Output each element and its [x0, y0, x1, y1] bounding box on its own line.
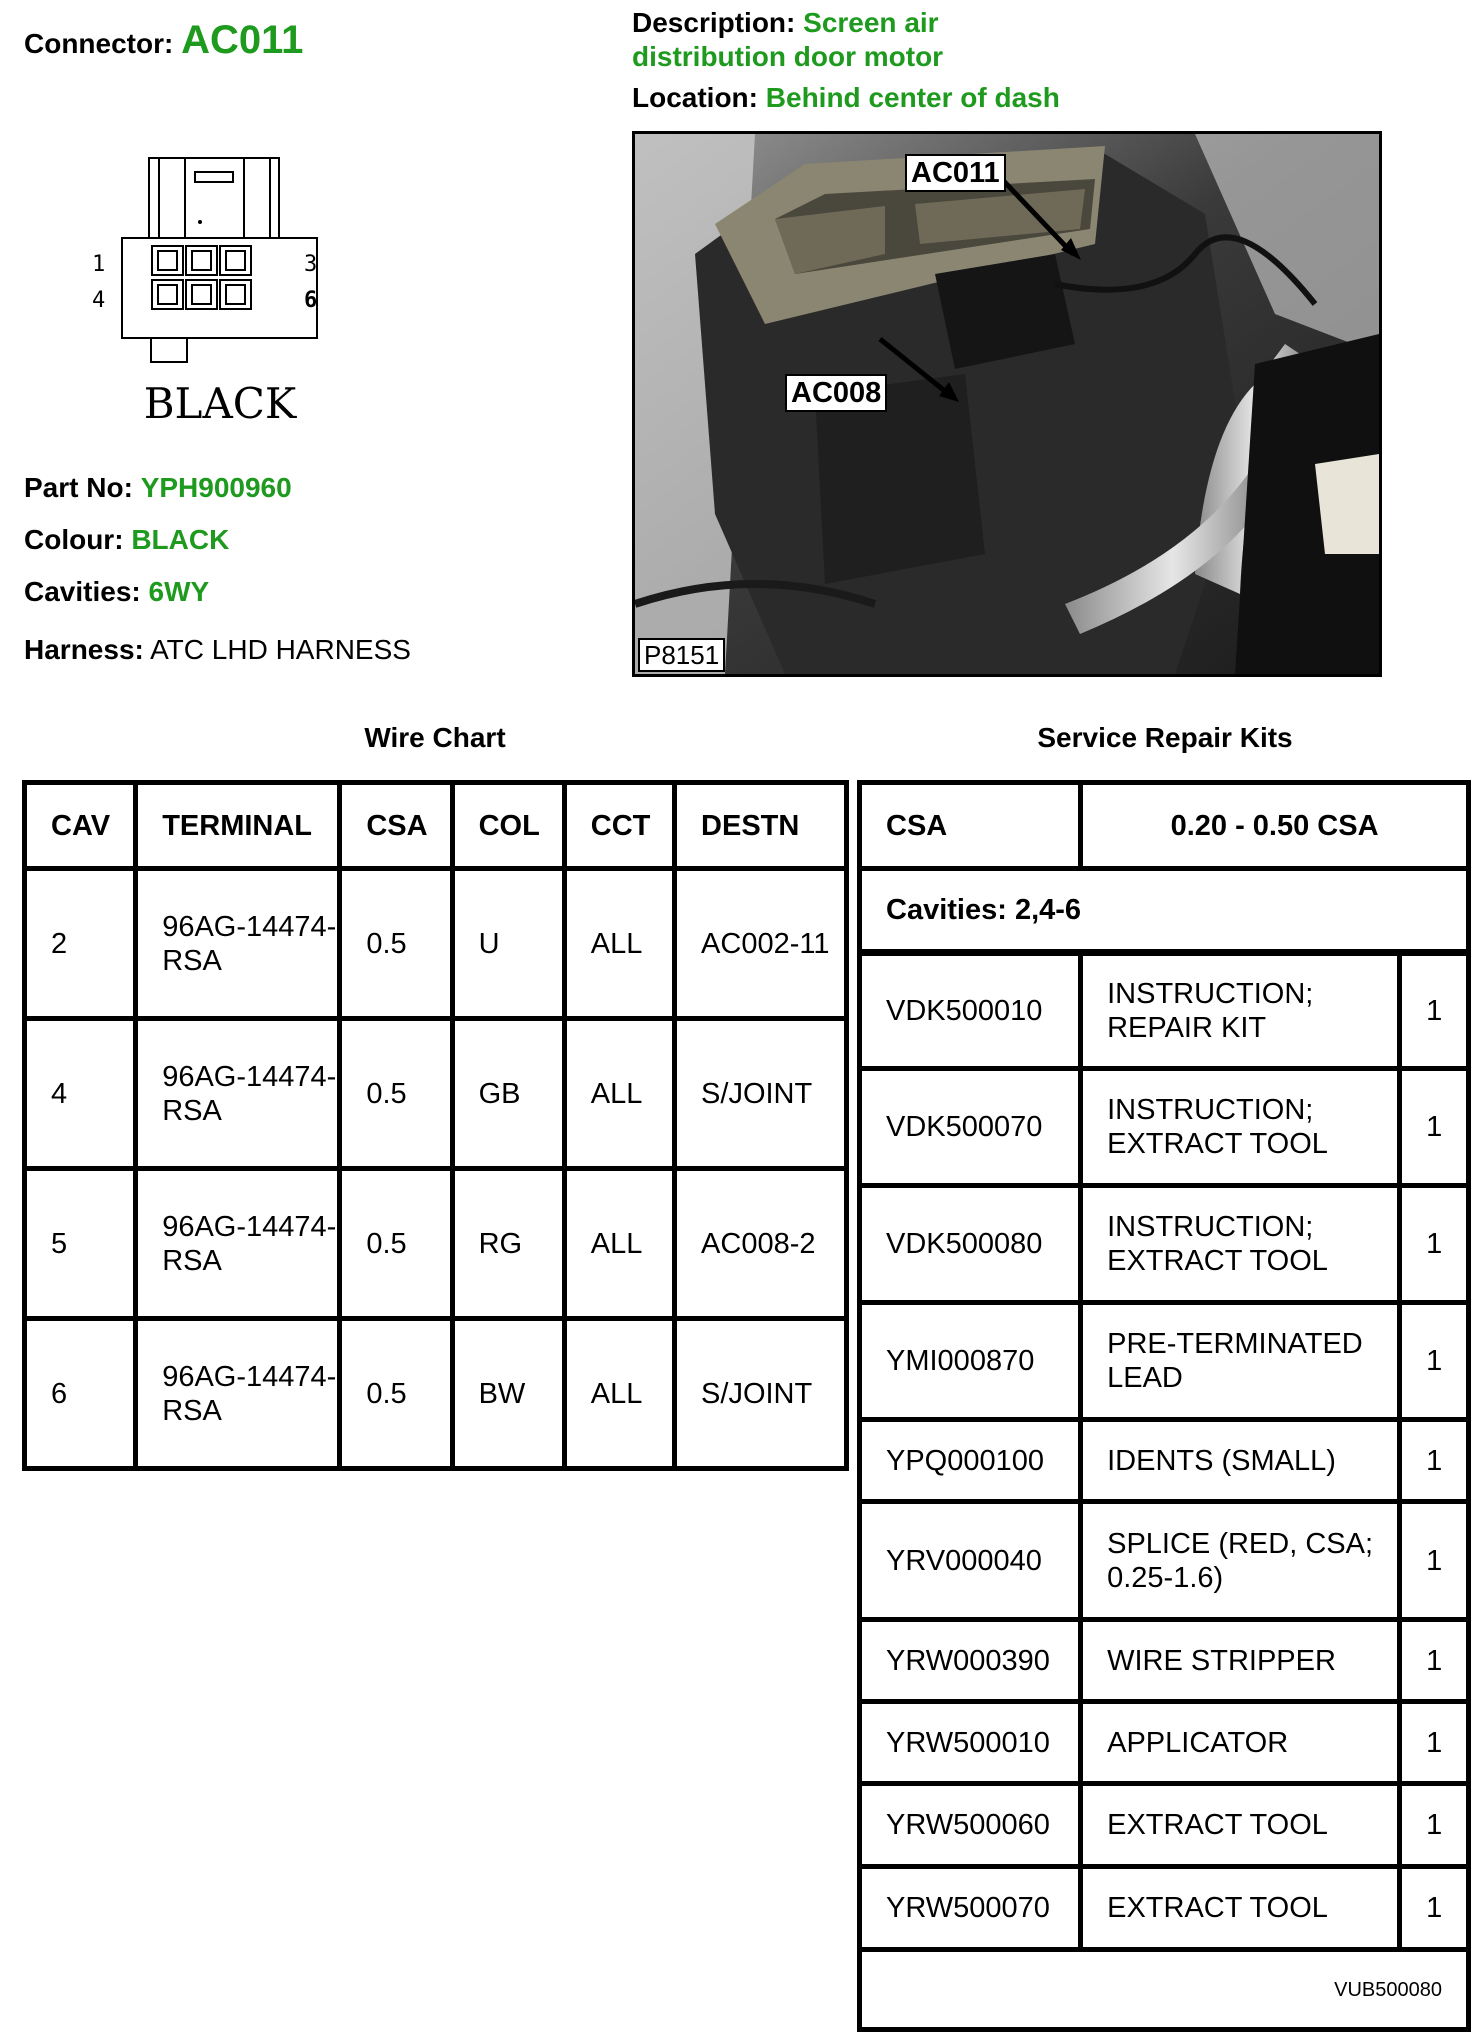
- photo-reference-id: P8151: [638, 638, 725, 672]
- kit-quantity: 1: [1400, 1069, 1469, 1186]
- cell-cct: ALL: [564, 869, 674, 1019]
- kit-description: INSTRUCTION; EXTRACT TOOL: [1081, 1069, 1400, 1186]
- kit-part-number: YRW500070: [860, 1867, 1081, 1950]
- cell-destn: S/JOINT: [675, 1019, 847, 1169]
- kit-description: WIRE STRIPPER: [1081, 1620, 1400, 1702]
- wire-chart-header-row: [25, 783, 847, 869]
- cell-destn: S/JOINT: [675, 1319, 847, 1469]
- kits-footer-code: VUB500080: [860, 1950, 1469, 2030]
- cell-destn: AC002-11: [675, 869, 847, 1019]
- kit-description: EXTRACT TOOL: [1081, 1784, 1400, 1867]
- cell-csa: 0.5: [340, 1019, 452, 1169]
- table-row: [860, 1502, 1469, 1620]
- kit-description: INSTRUCTION; REPAIR KIT: [1081, 953, 1400, 1069]
- table-row: [860, 1186, 1469, 1303]
- kit-description: APPLICATOR: [1081, 1702, 1400, 1784]
- repair-kits-table: [857, 780, 1471, 2032]
- connector-pinout-diagram: [80, 150, 360, 440]
- kits-footer-row: [860, 1950, 1469, 2030]
- kit-quantity: 1: [1400, 1784, 1469, 1867]
- cell-col: RG: [452, 1169, 564, 1319]
- cell-cav: 5: [25, 1169, 136, 1319]
- kits-cavities-row: [860, 869, 1469, 953]
- connector-meta: [24, 470, 411, 684]
- cell-cct: ALL: [564, 1019, 674, 1169]
- kit-description: INSTRUCTION; EXTRACT TOOL: [1081, 1186, 1400, 1303]
- kit-description: PRE-TERMINATED LEAD: [1081, 1303, 1400, 1420]
- colour-value: BLACK: [131, 524, 230, 555]
- harness-value: ATC LHD HARNESS: [150, 634, 411, 665]
- table-row: [25, 869, 847, 1019]
- kit-quantity: 1: [1400, 1502, 1469, 1620]
- kit-description: SPLICE (RED, CSA; 0.25-1.6): [1081, 1502, 1400, 1620]
- kit-quantity: 1: [1400, 1702, 1469, 1784]
- kit-quantity: 1: [1400, 1420, 1469, 1502]
- kit-part-number: YPQ000100: [860, 1420, 1081, 1502]
- cell-cav: 6: [25, 1319, 136, 1469]
- table-row: [860, 1620, 1469, 1702]
- pin-label-1: 1: [92, 252, 106, 277]
- table-row: [860, 1702, 1469, 1784]
- kit-quantity: 1: [1400, 1620, 1469, 1702]
- repair-kits-title: Service Repair Kits: [1037, 722, 1293, 753]
- part-no-label: Part No:: [24, 472, 133, 503]
- cavities-value: 6WY: [148, 576, 210, 607]
- kit-part-number: VDK500010: [860, 953, 1081, 1069]
- kit-part-number: YRV000040: [860, 1502, 1081, 1620]
- cavities-label: Cavities:: [24, 576, 141, 607]
- kit-part-number: YRW500010: [860, 1702, 1081, 1784]
- part-no-value: YPH900960: [140, 472, 292, 503]
- photo-callout-ac008: AC008: [785, 374, 887, 412]
- kit-part-number: VDK500080: [860, 1186, 1081, 1303]
- description-block: [632, 6, 1452, 115]
- cell-destn: AC008-2: [675, 1169, 847, 1319]
- table-row: [860, 1069, 1469, 1186]
- table-row: [860, 1303, 1469, 1420]
- table-row: [25, 1019, 847, 1169]
- kit-quantity: 1: [1400, 1303, 1469, 1420]
- cell-terminal: 96AG-14474-RSA: [136, 1319, 340, 1469]
- kit-description: EXTRACT TOOL: [1081, 1867, 1400, 1950]
- table-row: [860, 1420, 1469, 1502]
- column-header-col: COL: [452, 783, 564, 869]
- table-row: [860, 1784, 1469, 1867]
- kits-csa-label: CSA: [860, 783, 1081, 869]
- kit-quantity: 1: [1400, 1186, 1469, 1303]
- colour-label: Colour:: [24, 524, 124, 555]
- cell-terminal: 96AG-14474-RSA: [136, 1169, 340, 1319]
- cell-csa: 0.5: [340, 1319, 452, 1469]
- kit-quantity: 1: [1400, 953, 1469, 1069]
- table-row: [860, 953, 1469, 1069]
- pin-label-3: 3: [304, 252, 318, 277]
- location-photo: [632, 131, 1382, 677]
- pin-label-4: 4: [92, 288, 106, 313]
- photo-callout-ac011: AC011: [905, 154, 1006, 192]
- wire-chart-table: [22, 780, 849, 1471]
- column-header-terminal: TERMINAL: [136, 783, 340, 869]
- cell-col: BW: [452, 1319, 564, 1469]
- cell-cav: 2: [25, 869, 136, 1019]
- table-row: [25, 1169, 847, 1319]
- cell-terminal: 96AG-14474-RSA: [136, 869, 340, 1019]
- description-label: Description:: [632, 7, 796, 38]
- kits-csa-range: 0.20 - 0.50 CSA: [1081, 783, 1469, 869]
- column-header-csa: CSA: [340, 783, 452, 869]
- cell-cct: ALL: [564, 1169, 674, 1319]
- description-line-1: Screen air: [803, 7, 939, 38]
- wire-chart-title: Wire Chart: [364, 722, 506, 753]
- hvac-unit-photo: [635, 134, 1379, 674]
- connector-colour-text: BLACK: [143, 379, 297, 428]
- kit-description: IDENTS (SMALL): [1081, 1420, 1400, 1502]
- cell-csa: 0.5: [340, 1169, 452, 1319]
- connector-heading: [24, 18, 303, 63]
- cell-csa: 0.5: [340, 869, 452, 1019]
- kits-header-row: [860, 783, 1469, 869]
- column-header-destn: DESTN: [675, 783, 847, 869]
- kit-part-number: VDK500070: [860, 1069, 1081, 1186]
- pin-label-6: 6: [304, 288, 318, 313]
- connector-value: AC011: [181, 18, 304, 62]
- cell-col: GB: [452, 1019, 564, 1169]
- column-header-cav: CAV: [25, 783, 136, 869]
- location-value: Behind center of dash: [765, 82, 1060, 113]
- harness-label: Harness:: [24, 634, 144, 665]
- table-row: [25, 1319, 847, 1469]
- table-row: [860, 1867, 1469, 1950]
- kit-part-number: YRW500060: [860, 1784, 1081, 1867]
- cell-col: U: [452, 869, 564, 1019]
- location-label: Location:: [632, 82, 758, 113]
- kit-part-number: YRW000390: [860, 1620, 1081, 1702]
- column-header-cct: CCT: [564, 783, 674, 869]
- cell-terminal: 96AG-14474-RSA: [136, 1019, 340, 1169]
- connector-label: Connector:: [24, 28, 174, 59]
- kit-quantity: 1: [1400, 1867, 1469, 1950]
- cell-cav: 4: [25, 1019, 136, 1169]
- cell-cct: ALL: [564, 1319, 674, 1469]
- description-line-2: distribution door motor: [632, 41, 944, 72]
- kit-part-number: YMI000870: [860, 1303, 1081, 1420]
- kits-cavities: Cavities: 2,4-6: [860, 869, 1469, 953]
